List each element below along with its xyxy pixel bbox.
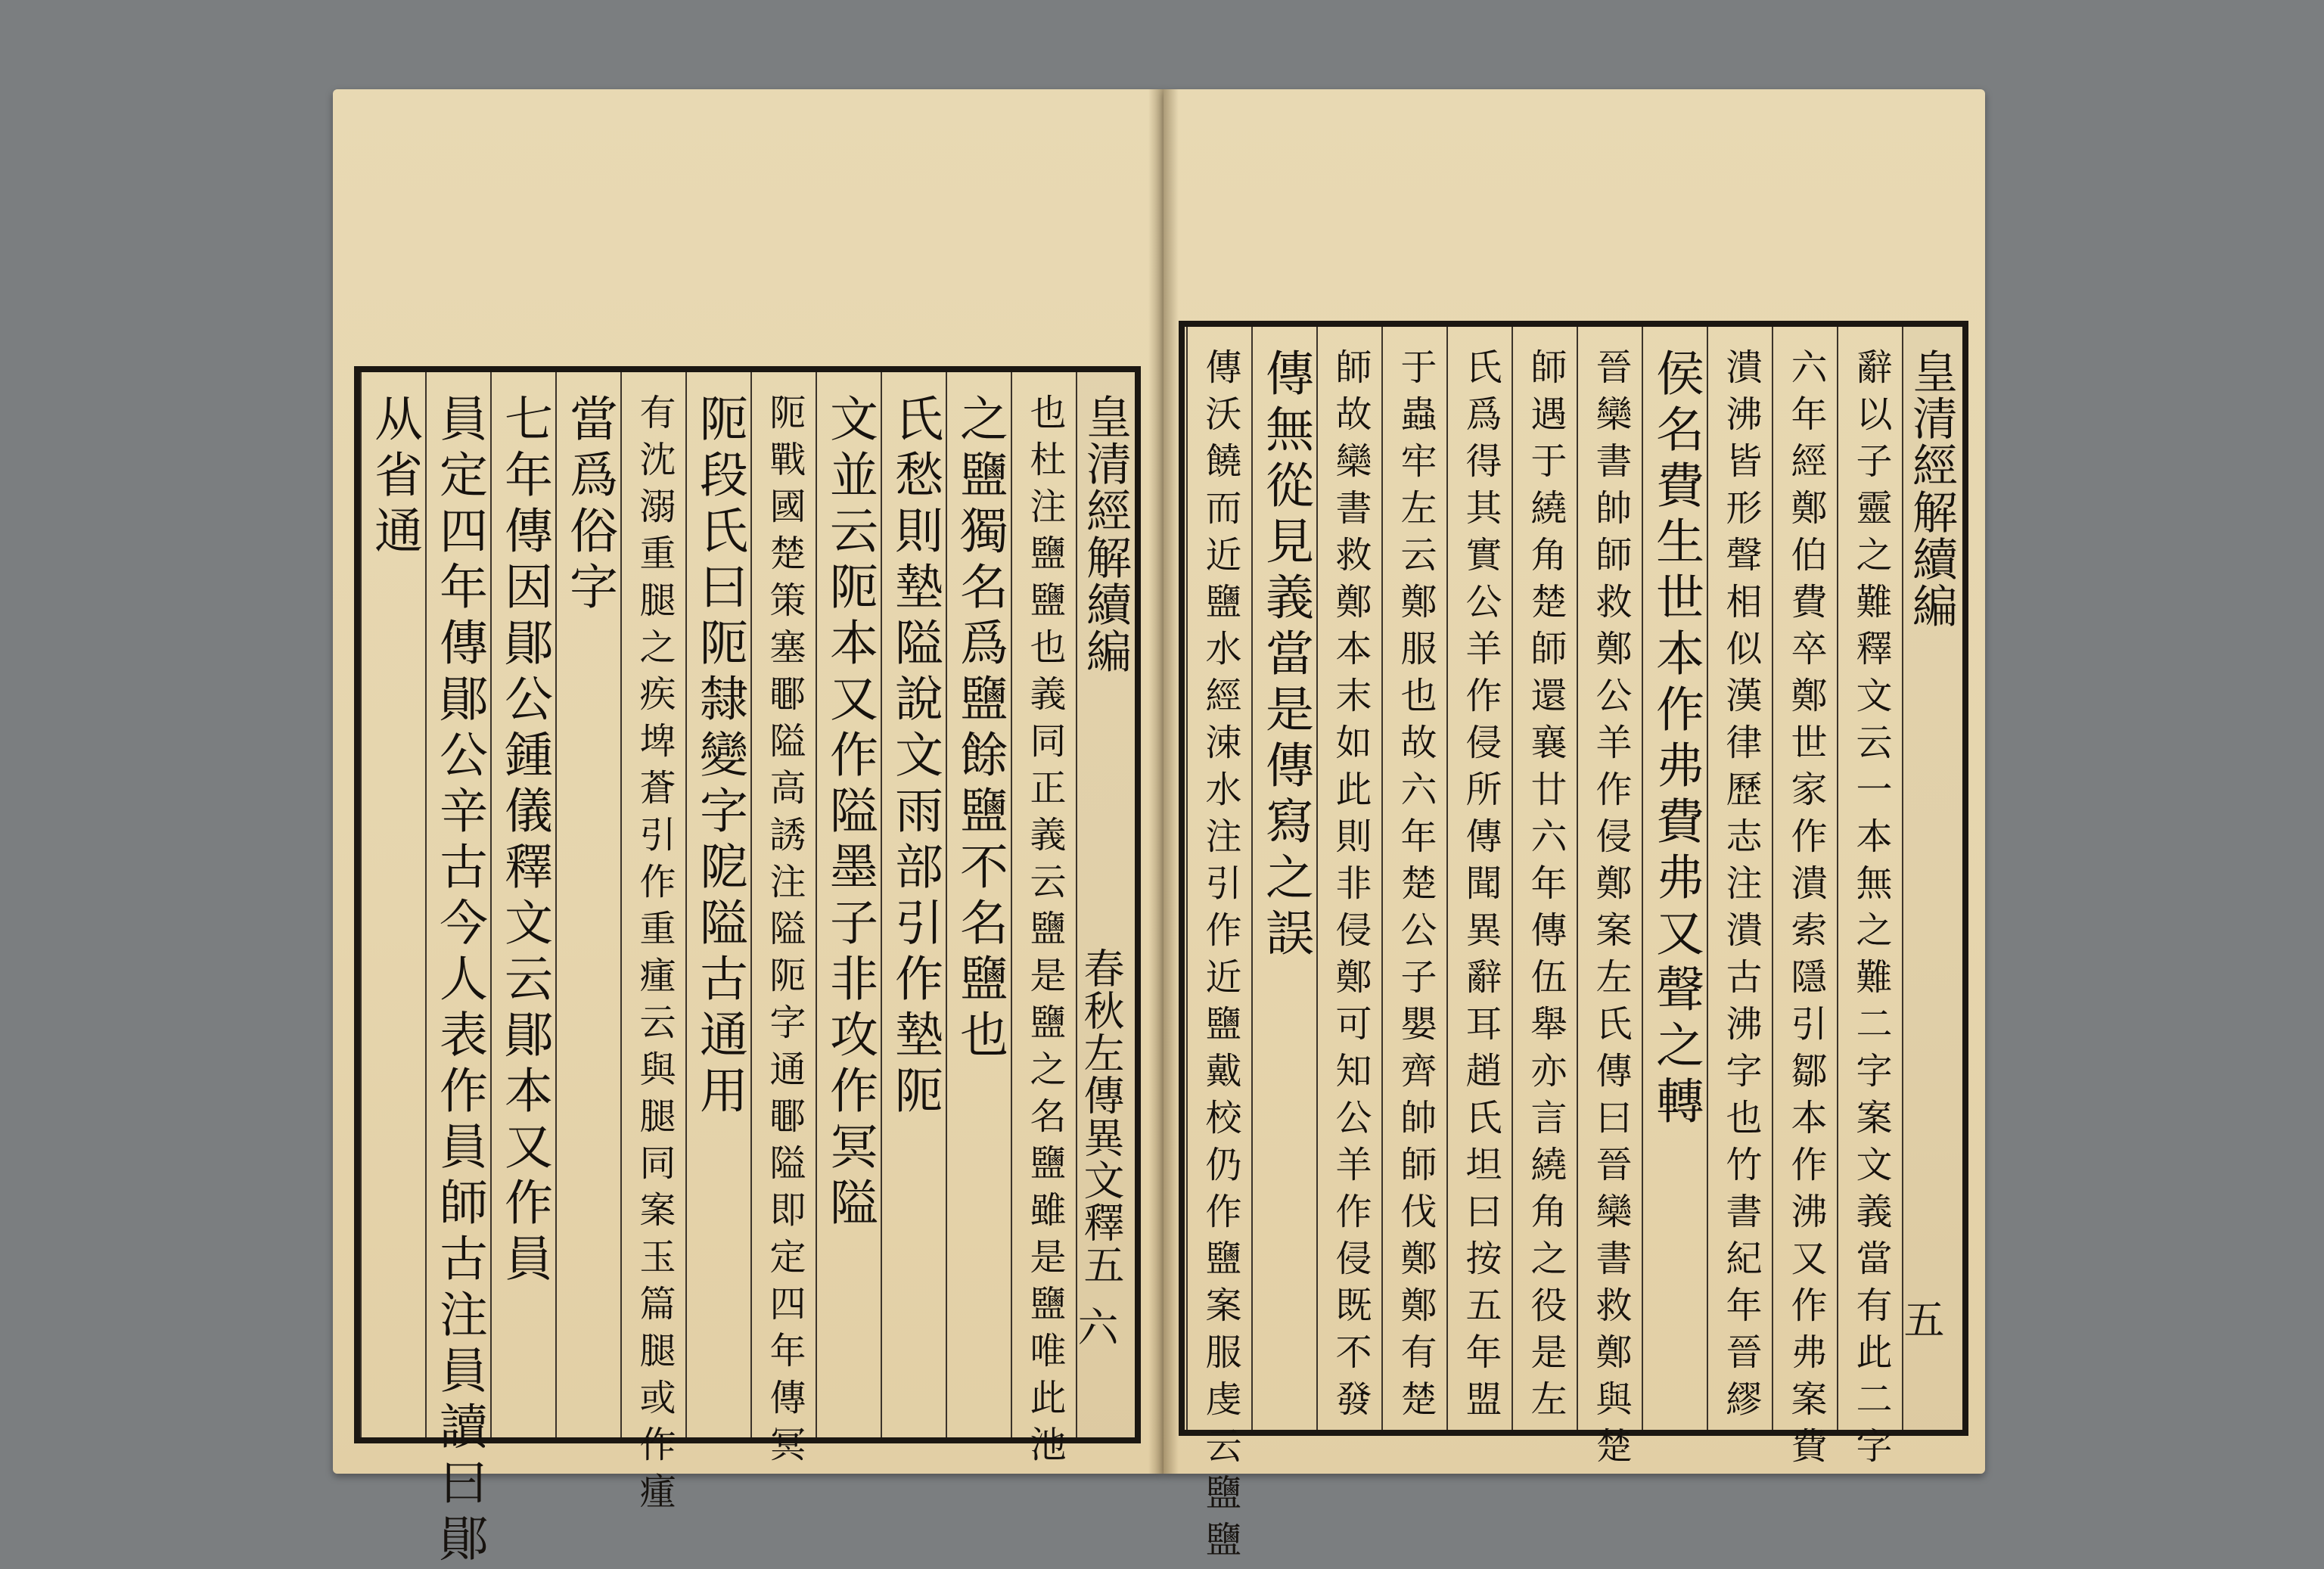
column-text: 傳無從見義當是傳寫之誤 [1257, 348, 1313, 964]
right-page-column [1577, 327, 1642, 1474]
column-text: 師故欒書救鄭本末如此則非侵鄭可知公羊作侵既不發 [1329, 348, 1372, 1427]
left-page-column [881, 372, 946, 1437]
left-banner-column [1071, 372, 1136, 1437]
right-page-column [1446, 327, 1512, 1430]
column-text: 氏愁則墊隘說文雨部引作墊阨 [887, 393, 943, 1121]
column-text: 潰沸皆形聲相似漢律歷志注潰古沸字也竹書紀年晉繆 [1720, 348, 1762, 1427]
left-page-number: 六 [1071, 1306, 1119, 1347]
right-page-column [1837, 327, 1902, 1474]
column-text: 七年傳因鄖公鍾儀釋文云鄖本又作員 [496, 393, 552, 1289]
right-page-column [1186, 327, 1251, 1567]
left-page-column [1011, 372, 1076, 1472]
right-banner-title: 皇清經解續編 [1905, 348, 1958, 629]
right-page-column [1772, 327, 1837, 1474]
right-page-number: 五 [1897, 1298, 1945, 1339]
right-page-column [1316, 327, 1381, 1430]
column-text: 侯名費生世本作弗費弗又聲之轉 [1648, 348, 1704, 1132]
column-text: 有沈溺重腿之疾埤蒼引作重瘇云與腿同案玉篇腿或作瘇 [633, 393, 676, 1519]
left-page-columns [360, 372, 1136, 1569]
column-text: 文並云阨本又作隘墨子非攻作冥隘 [822, 393, 878, 1233]
right-page-column [1512, 327, 1577, 1430]
column-text: 員定四年傳鄖公辛古今人表作員師古注員讀曰鄖 [431, 393, 487, 1569]
column-text: 也杜注鹽鹽也義同正義云鹽是鹽之名鹽雖是鹽唯此池 [1024, 393, 1066, 1472]
left-page-column [750, 372, 816, 1472]
column-text: 阨戰國楚策塞鄳隘高誘注隘阨字通鄳隘即定四年傳冥 [763, 393, 806, 1472]
column-text: 六年經鄭伯費卒鄭世家作潰索隱引鄒本作沸又作弗案費 [1785, 348, 1827, 1474]
column-text: 之鹽獨名爲鹽餘鹽不名鹽也 [952, 393, 1008, 1065]
left-page-column [816, 372, 881, 1437]
left-page [333, 89, 1164, 1569]
column-text: 于蟲牢左云鄭服也故六年楚公子嬰齊帥師伐鄭鄭有楚 [1394, 348, 1437, 1427]
column-text: 晉欒書帥師救鄭公羊作侵鄭案左氏傳曰晉欒書救鄭與楚 [1589, 348, 1632, 1474]
left-page-column [620, 372, 685, 1519]
right-page-column [1707, 327, 1772, 1430]
left-banner-title: 皇清經解續編 [1079, 393, 1132, 675]
left-page-column [425, 372, 490, 1569]
book-gutter [1148, 89, 1179, 1474]
column-text: 當爲俗字 [561, 393, 617, 617]
left-page-column [490, 372, 555, 1437]
left-page-column [360, 372, 425, 1437]
column-text: 辭以子靈之難釋文云一本無之難二字案文義當有此二字 [1850, 348, 1892, 1474]
column-text: 師遇于繞角楚師還襄廿六年傳伍舉亦言繞角之役是左 [1524, 348, 1567, 1427]
right-page-columns [1185, 327, 1962, 1567]
left-page-column [685, 372, 750, 1437]
open-book [333, 89, 1985, 1569]
right-page-column [1642, 327, 1707, 1430]
right-page-column [1251, 327, 1316, 1430]
column-text: 从省通 [366, 393, 422, 561]
right-banner-column [1897, 327, 1962, 1430]
left-banner-chapter: 春秋左傳異文釋五 [1077, 947, 1125, 1286]
left-page-column [946, 372, 1011, 1437]
left-page-column [555, 372, 620, 1437]
column-text: 傳沃饒而近鹽水經涑水注引作近鹽戴校仍作鹽案服虔云鹽鹽 [1199, 348, 1241, 1567]
right-page [1164, 89, 1985, 1567]
column-text: 氏爲得其實公羊作侵所傳聞異辭耳趙氏坦曰按五年盟 [1459, 348, 1502, 1427]
column-text: 阨段氏曰阨隸變字阸隘古通用 [691, 393, 747, 1121]
right-page-column [1381, 327, 1446, 1430]
